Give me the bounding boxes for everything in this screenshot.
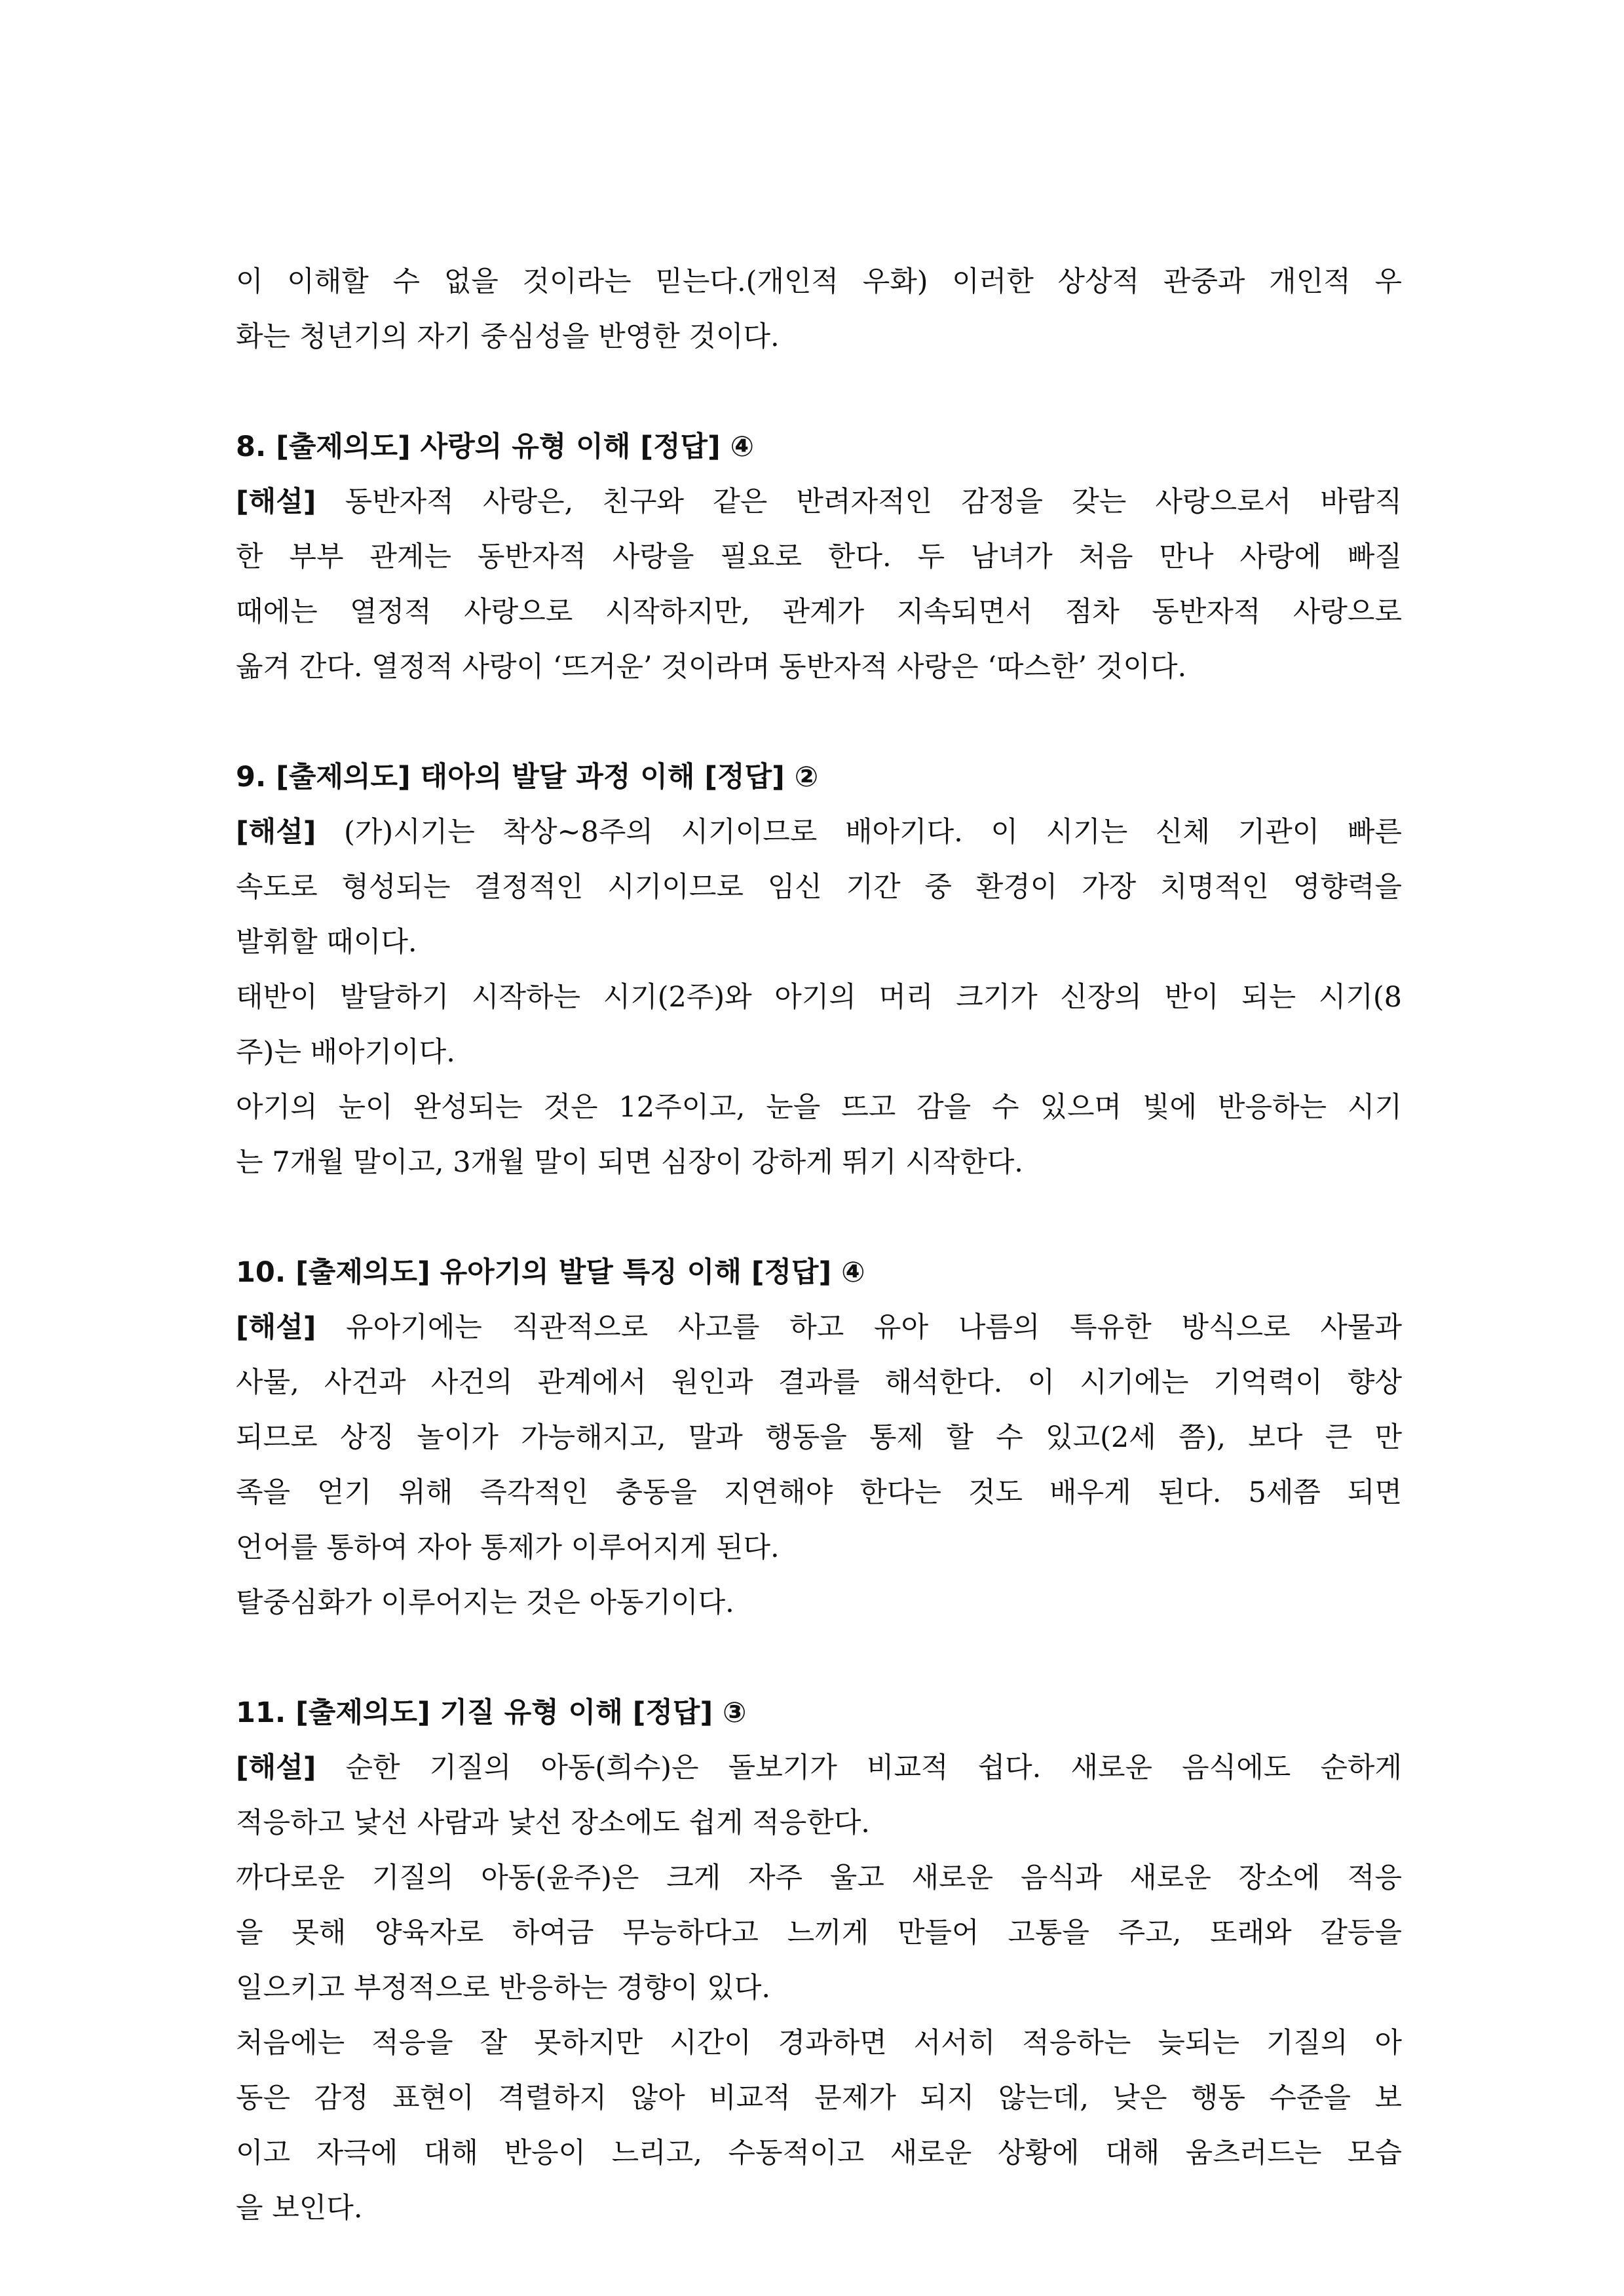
text-line: 사물, 사건과 사건의 관계에서 원인과 결과를 해석한다. 이 시기에는 기억력이 향상 [236, 1366, 1402, 1399]
text-fragment: 순한 기질의 아동(희수)은 돌보기가 비교적 쉽다. 새로운 음식에도 순하게 [316, 1751, 1402, 1784]
text-line: 적응하고 낯선 사람과 낯선 장소에도 쉽게 적응한다. [236, 1807, 870, 1839]
text-line: 옮겨 간다. 열정적 사랑이 ‘뜨거운’ 것이라며 동반자적 사랑은 ‘따스한’ 것이다. [236, 651, 1187, 683]
text-fragment: (가)시기는 착상~8주의 시기이므로 배아기다. 이 시기는 신체 기관이 빠른 [316, 816, 1402, 849]
section-heading: 9. [출제의도] 태아의 발달 과정 이해 [정답] ② [236, 761, 819, 794]
text-line [236, 805, 1402, 860]
text-line: 언어를 통하여 자아 통제가 이루어지게 된다. [236, 1531, 780, 1564]
text-fragment: 동반자적 사랑은, 친구와 같은 반려자적인 감정을 갖는 사랑으로서 바람직 [316, 486, 1402, 518]
text-line [236, 1300, 1402, 1355]
text-line: 속도로 형성되는 결정적인 시기이므로 임신 기간 중 환경이 가장 치명적인 영향력을 [236, 871, 1402, 904]
text-line: 발휘할 때이다. [236, 926, 417, 959]
answer-section-8 [236, 419, 1402, 695]
answer-section-9 [236, 750, 1402, 1190]
text-line: 까다로운 기질의 아동(윤주)은 크게 자주 울고 새로운 음식과 새로운 장소에 적응 [236, 1862, 1402, 1894]
document-page [236, 254, 1402, 2236]
text-line: 주)는 배아기이다. [236, 1036, 455, 1069]
section-heading: 11. [출제의도] 기질 유형 이해 [정답] ③ [236, 1696, 747, 1729]
text-line: 을 못해 양육자로 하여금 무능하다고 느끼게 만들어 고통을 주고, 또래와 갈등을 [236, 1917, 1402, 1949]
text-line [236, 474, 1402, 529]
explanation-label: [해설] [236, 1311, 316, 1344]
text-line: 이 이해할 수 없을 것이라는 믿는다.(개인적 우화) 이러한 상상적 관중과 개인적 우 [236, 265, 1402, 298]
text-line: 때에는 열정적 사랑으로 시작하지만, 관계가 지속되면서 점차 동반자적 사랑으로 [236, 596, 1402, 628]
text-fragment: 유아기에는 직관적으로 사고를 하고 유아 나름의 특유한 방식으로 사물과 [316, 1311, 1402, 1344]
text-line: 되므로 상징 놀이가 가능해지고, 말과 행동을 통제 할 수 있고(2세 쯤), 보다 큰 만 [236, 1421, 1402, 1454]
intro-paragraph [236, 254, 1402, 364]
text-line: 처음에는 적응을 잘 못하지만 시간이 경과하면 서서히 적응하는 늦되는 기질의 아 [236, 2027, 1402, 2059]
text-line: 화는 청년기의 자기 중심성을 반영한 것이다. [236, 320, 780, 353]
section-heading: 8. [출제의도] 사랑의 유형 이해 [정답] ④ [236, 430, 755, 463]
text-line: 한 부부 관계는 동반자적 사랑을 필요로 한다. 두 남녀가 처음 만나 사랑에 빠질 [236, 541, 1402, 573]
explanation-label: [해설] [236, 1751, 316, 1784]
text-line: 일으키고 부정적으로 반응하는 경향이 있다. [236, 1972, 771, 2004]
text-line: 동은 감정 표현이 격렬하지 않아 비교적 문제가 되지 않는데, 낮은 행동 수준을 보 [236, 2082, 1402, 2114]
text-line: 이고 자극에 대해 반응이 느리고, 수동적이고 새로운 상황에 대해 움츠러드는 모습 [236, 2137, 1402, 2170]
text-line: 족을 얻기 위해 즉각적인 충동을 지연해야 한다는 것도 배우게 된다. 5세쯤 되면 [236, 1476, 1402, 1509]
section-heading: 10. [출제의도] 유아기의 발달 특징 이해 [정답] ④ [236, 1256, 865, 1289]
text-line: 탈중심화가 이루어지는 것은 아동기이다. [236, 1586, 734, 1619]
text-line: 아기의 눈이 완성되는 것은 12주이고, 눈을 뜨고 감을 수 있으며 빛에 반응하는 시기 [236, 1091, 1402, 1124]
answer-section-11 [236, 1685, 1402, 2236]
answer-section-10 [236, 1245, 1402, 1630]
text-line: 을 보인다. [236, 2192, 363, 2225]
text-line [236, 1740, 1402, 1795]
text-line: 는 7개월 말이고, 3개월 말이 되면 심장이 강하게 뛰기 시작한다. [236, 1146, 1023, 1179]
text-line: 태반이 발달하기 시작하는 시기(2주)와 아기의 머리 크기가 신장의 반이 되는 시기(8 [236, 981, 1402, 1014]
explanation-label: [해설] [236, 486, 316, 518]
explanation-label: [해설] [236, 816, 316, 849]
